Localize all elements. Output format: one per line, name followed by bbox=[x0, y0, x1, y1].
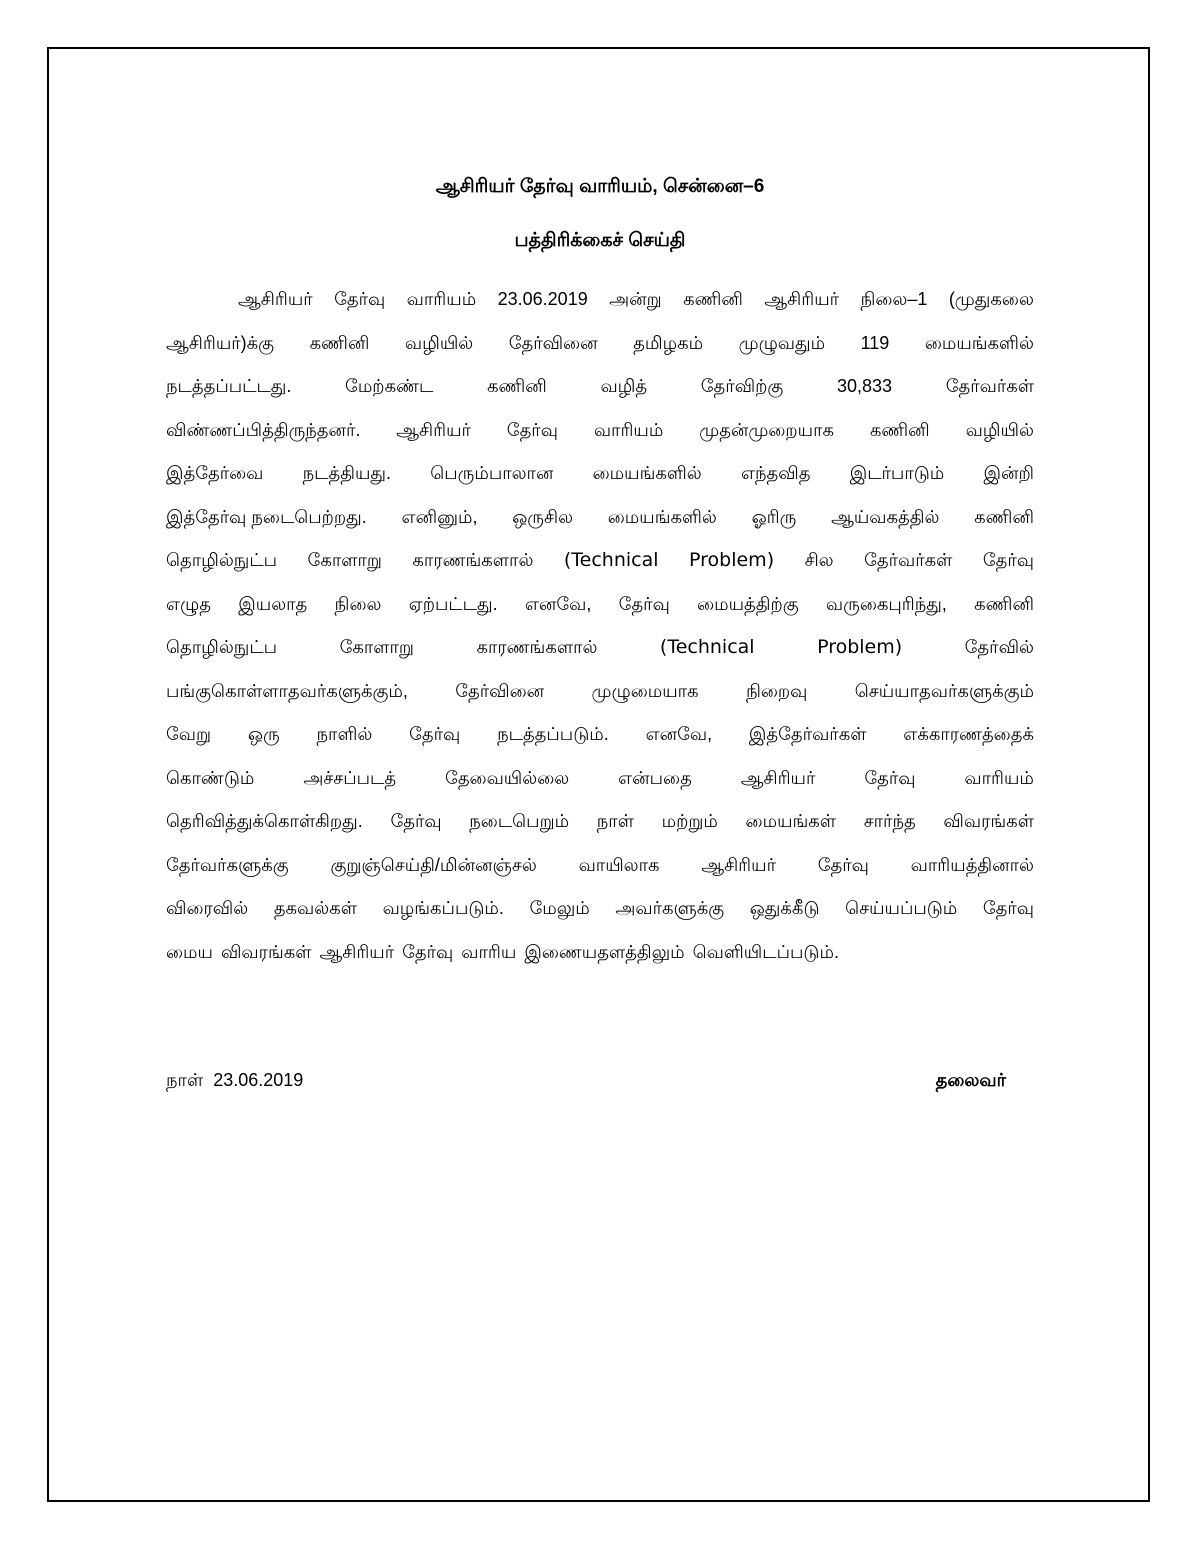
body-word: விவரங்கள் bbox=[220, 941, 312, 962]
body-word: எனவே, bbox=[645, 724, 713, 744]
body-line bbox=[166, 631, 1034, 675]
body-word: நடத்தப்படும். bbox=[497, 724, 609, 744]
body-word: வாரியம் bbox=[964, 767, 1034, 788]
body-word: தேர்வு bbox=[334, 289, 386, 309]
body-word: ஓரிரு bbox=[751, 506, 797, 527]
body-word: வழியில் bbox=[404, 332, 474, 353]
body-word: (Technical bbox=[563, 549, 659, 571]
body-word: நிலை bbox=[334, 593, 382, 614]
body-word: மையங்களில் bbox=[607, 506, 717, 527]
body-word: எனினும், bbox=[401, 506, 478, 527]
body-word: ஆசிரியர்)க்கு bbox=[166, 332, 275, 353]
body-word: இணையதளத்திலும் bbox=[524, 941, 685, 962]
body-word: அவர்களுக்கு bbox=[615, 898, 725, 918]
body-word: நடத்தப்பட்டது. bbox=[166, 376, 292, 396]
body-word: இயலாத bbox=[238, 593, 308, 614]
body-word: ஒரு bbox=[247, 724, 280, 744]
body-word: மையத்திற்கு bbox=[697, 593, 799, 614]
body-word: Problem) bbox=[817, 636, 903, 658]
body-word: கணினி bbox=[869, 419, 930, 440]
press-release-body bbox=[166, 283, 1034, 979]
body-word: காரணங்களால் bbox=[476, 637, 598, 657]
body-line bbox=[166, 544, 1034, 588]
footer bbox=[166, 1070, 1006, 1093]
body-word: ஒருசில bbox=[512, 506, 574, 527]
body-word: தேர்வு bbox=[618, 593, 670, 614]
body-word: நடத்தியது. bbox=[302, 463, 392, 483]
body-word: கணினி bbox=[486, 376, 547, 396]
body-word: கணினி bbox=[974, 593, 1034, 614]
body-word: 119 bbox=[860, 332, 890, 353]
body-word: பெரும்பாலான bbox=[430, 463, 554, 483]
body-word: கணினி bbox=[683, 289, 743, 309]
body-line bbox=[166, 370, 1034, 414]
body-word: மைய bbox=[166, 941, 213, 962]
body-word: காரணங்களால் bbox=[412, 550, 534, 570]
body-word: எனவே, bbox=[524, 593, 592, 614]
body-line bbox=[166, 936, 1034, 980]
body-word: வேறு bbox=[166, 724, 212, 744]
body-line bbox=[166, 675, 1034, 719]
body-word: தெரிவித்துக்கொள்கிறது. bbox=[166, 811, 363, 831]
body-word: இத்தேர்வை bbox=[166, 463, 264, 483]
body-line bbox=[166, 718, 1034, 762]
body-word: முழுமையாக bbox=[591, 680, 699, 701]
body-word: பங்குகொள்ளாதவர்களுக்கும், bbox=[166, 680, 408, 701]
body-word: மையங்களில் bbox=[924, 332, 1034, 353]
body-word: ஆசிரியர் bbox=[701, 854, 776, 875]
body-word: அன்று bbox=[609, 289, 662, 309]
body-word: அச்சப்படத் bbox=[303, 767, 397, 788]
body-word: வருகைபுரிந்து, bbox=[825, 593, 947, 614]
body-word: தேர்வர்களுக்கு bbox=[166, 854, 289, 875]
body-word: வழியில் bbox=[965, 419, 1034, 440]
body-word: குறுஞ்செய்தி/மின்னஞ்சல் bbox=[330, 854, 537, 875]
body-word: முழுவதும் bbox=[738, 332, 826, 353]
body-word: வழங்கப்படும். bbox=[382, 898, 504, 918]
body-word: ஆசிரியர் bbox=[764, 289, 840, 309]
body-word: வாயிலாக bbox=[578, 854, 660, 875]
body-word: சில bbox=[804, 550, 834, 570]
body-word: (முதுகலை bbox=[948, 289, 1034, 309]
body-word: நாள் bbox=[596, 811, 634, 831]
body-word: தேர்வு bbox=[409, 724, 461, 744]
body-word: தேர்வர்கள் bbox=[864, 550, 953, 570]
body-word: என்பதை bbox=[618, 767, 692, 788]
body-word: ஆசிரியர் bbox=[740, 767, 816, 788]
body-word: தேர்வு bbox=[402, 941, 454, 962]
body-word: ஆசிரியர் bbox=[396, 419, 471, 440]
body-word: 30,833 bbox=[836, 376, 893, 396]
body-word: தமிழகம் bbox=[633, 332, 704, 353]
body-word: மேலும் bbox=[529, 898, 590, 918]
body-word: சார்ந்த bbox=[863, 811, 916, 831]
body-word: தேர்வினை bbox=[508, 332, 598, 353]
date-label: நாள் bbox=[166, 1070, 204, 1090]
body-word: கணினி bbox=[309, 332, 370, 353]
body-word: வழித் bbox=[600, 376, 648, 396]
body-line bbox=[166, 457, 1034, 501]
body-word: தேர்வு bbox=[390, 811, 442, 831]
body-word: தேர்வு bbox=[864, 767, 916, 788]
body-word: நிலை–1 bbox=[860, 289, 928, 309]
signatory: தலைவர் bbox=[935, 1070, 1006, 1090]
body-line bbox=[166, 849, 1034, 893]
body-word: தேர்வு bbox=[982, 550, 1034, 570]
body-word: மையங்கள் bbox=[745, 811, 837, 831]
body-word: செய்யாதவர்களுக்கும் bbox=[854, 680, 1034, 701]
body-word: 23.06.2019 bbox=[497, 289, 588, 309]
body-word: தொழில்நுட்ப bbox=[166, 550, 278, 570]
press-release-heading: பத்திரிக்கைச் செய்தி bbox=[514, 230, 686, 251]
body-word: தேர்வு bbox=[506, 419, 558, 440]
body-word: விண்ணப்பித்திருந்தனர். bbox=[166, 419, 361, 440]
body-word: தொழில்நுட்ப bbox=[166, 637, 278, 657]
body-word: விவரங்கள் bbox=[943, 811, 1034, 831]
body-word: இத்தேர்வு நடைபெற்றது. bbox=[166, 506, 367, 527]
body-word: ஆசிரியர் bbox=[319, 941, 395, 962]
body-line bbox=[166, 414, 1034, 458]
body-word: எக்காரணத்தைக் bbox=[903, 724, 1034, 744]
body-word: முதன்முறையாக bbox=[699, 419, 834, 440]
body-word: ஒதுக்கீடு bbox=[749, 898, 820, 918]
body-word: கணினி bbox=[974, 506, 1034, 527]
body-word: மேற்கண்ட bbox=[345, 376, 434, 396]
body-line bbox=[166, 762, 1034, 806]
body-word: தேர்வில் bbox=[964, 637, 1034, 657]
body-line bbox=[166, 327, 1034, 371]
body-word: ஏற்பட்டது. bbox=[408, 593, 498, 614]
organization-heading: ஆசிரியர் தேர்வு வாரியம், சென்னை–6 bbox=[435, 176, 765, 197]
body-word: வாரிய bbox=[461, 941, 517, 962]
body-word: மற்றும் bbox=[661, 811, 718, 831]
body-word: ஆய்வகத்தில் bbox=[831, 506, 940, 527]
body-word: தேர்வினை bbox=[455, 680, 545, 701]
body-word: நடைபெறும் bbox=[469, 811, 570, 831]
body-word: வாரியம் bbox=[406, 289, 477, 309]
body-word: தேர்வு bbox=[817, 854, 869, 875]
body-line bbox=[166, 588, 1034, 632]
body-word: இத்தேர்வர்கள் bbox=[748, 724, 867, 744]
body-word: மையங்களில் bbox=[592, 463, 702, 483]
body-word: தகவல்கள் bbox=[273, 898, 357, 918]
body-word: கொண்டும் bbox=[166, 767, 255, 788]
body-word: எழுத bbox=[166, 593, 211, 614]
body-word: வெளியிடப்படும். bbox=[692, 941, 839, 962]
body-word: வாரியம் bbox=[593, 419, 664, 440]
body-word: கோளாறு bbox=[339, 637, 414, 657]
body-word: விரைவில் bbox=[166, 898, 249, 918]
body-word: நாளில் bbox=[316, 724, 373, 744]
body-word: ஆசிரியர் bbox=[238, 289, 313, 309]
body-word: Problem) bbox=[689, 549, 775, 571]
body-word: தேர்வு bbox=[982, 898, 1034, 918]
date-block bbox=[166, 1070, 303, 1093]
body-word: இன்றி bbox=[983, 463, 1034, 483]
body-word: எந்தவித bbox=[740, 463, 811, 483]
body-word: தேர்வர்கள் bbox=[945, 376, 1034, 396]
body-line bbox=[166, 501, 1034, 545]
date-value: 23.06.2019 bbox=[213, 1070, 304, 1090]
body-word: நிறைவு bbox=[745, 680, 808, 701]
body-word: செய்யப்படும் bbox=[845, 898, 958, 918]
body-word: தேர்விற்கு bbox=[700, 376, 784, 396]
body-word: தேவையில்லை bbox=[445, 767, 570, 788]
body-line bbox=[166, 805, 1034, 849]
body-word: கோளாறு bbox=[307, 550, 382, 570]
body-word: இடர்பாடும் bbox=[849, 463, 945, 483]
body-word: (Technical bbox=[659, 636, 755, 658]
body-line bbox=[166, 892, 1034, 936]
body-line bbox=[166, 283, 1034, 327]
body-word: வாரியத்தினால் bbox=[910, 854, 1034, 875]
